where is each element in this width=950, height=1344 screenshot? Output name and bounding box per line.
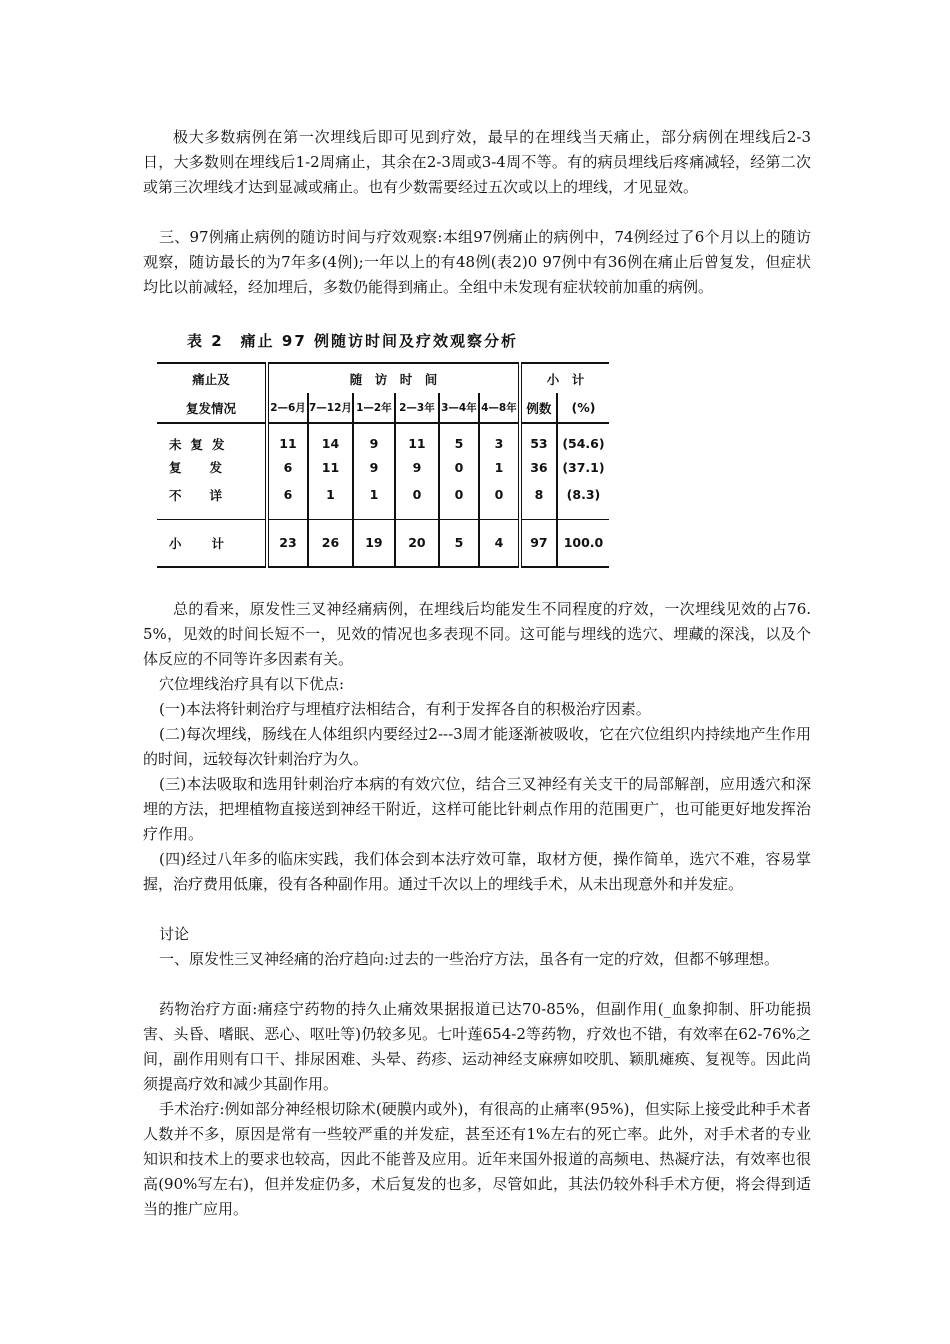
paragraph-treatment-trend: 一、原发性三叉神经痛的治疗趋向:过去的一些治疗方法，虽各有一定的疗效，但都不够理想。 [159, 950, 780, 968]
header-period: 7—12月 [308, 393, 353, 423]
table-cell: 1 [308, 481, 353, 519]
total-cell: 5 [439, 519, 479, 567]
paragraph-follow-up: 三、97例痛止病例的随访时间与疗效观察:本组97例痛止的病例中，74例经过了6个月以上的随访观察，随访最长的为7年多(4例);一年以上的有48例(表2)0 97例中有36例在痛止后曾复发，但症状均比以前减轻，经加埋后，多数仍能得到痛止。全组中未发现有症状较前加重的病例。 [143, 228, 811, 296]
table-title: 表 2 痛止 97 例随访时间及疗效观察分析 [187, 332, 518, 350]
table-cell: 0 [439, 453, 479, 481]
paragraph-drug-therapy: 药物治疗方面:痛痉宁药物的持久止痛效果据报道已达70-85%，但副作用(_血象抑制、肝功能损害、头昏、嗜眠、恶心、呕吐等)仍较多见。七叶莲654-2等药物，疗效也不错，有效率在62-76%之间，副作用则有口干、排尿困难、头晕、药疹、运动神经支麻痹如咬肌、颖肌瘫痪、复视等。因此尚须提高疗效和减少其副作用。 [143, 1000, 811, 1093]
header-period: 3—4年 [439, 393, 479, 423]
table-cell: 0 [395, 481, 439, 519]
total-cell: 97 [520, 519, 557, 567]
paragraph-efficacy-onset: 极大多数病例在第一次埋线后即可见到疗效，最早的在埋线当天痛止，部分病例在埋线后2-3日，大多数则在埋线后1-2周痛止，其余在2-3周或3-4周不等。有的病员埋线后疼痛减轻，经第二次或第三次埋线才达到显减或痛止。也有少数需要经过五次或以上的埋线，才见显效。 [143, 128, 811, 196]
paragraph-advantage-1: (一)本法将针刺治疗与埋植疗法相结合，有利于发挥各自的积极治疗因素。 [159, 700, 651, 718]
header-period: 4—8年 [479, 393, 520, 423]
table-cell: (8.3) [557, 481, 609, 519]
table-cell: 6 [267, 481, 308, 519]
table-cell: (54.6) [557, 423, 609, 453]
header-cases: 例数 [520, 393, 557, 423]
header-status-2: 复发情况 [157, 393, 267, 423]
row-label: 不详 [157, 481, 267, 519]
paragraph-summary: 总的看来，原发性三叉神经痛病例，在埋线后均能发生不同程度的疗效，一次埋线见效的占76. 5%，见效的时间长短不一，见效的情况也多表现不同。这可能与埋线的选穴、埋藏的深浅，以及个体反应的不同等许多因素有关。 [143, 600, 811, 668]
total-row-label: 小计 [157, 519, 267, 567]
header-period: 1—2年 [353, 393, 395, 423]
table-cell: 0 [439, 481, 479, 519]
table-cell: 9 [353, 423, 395, 453]
table-cell: 53 [520, 423, 557, 453]
table-cell: 3 [479, 423, 520, 453]
table-cell: 6 [267, 453, 308, 481]
row-label: 复发 [169, 460, 251, 475]
follow-up-table [157, 362, 609, 568]
total-cell: 23 [267, 519, 308, 567]
total-cell: 20 [395, 519, 439, 567]
paragraph-advantage-2: (二)每次埋线，肠线在人体组织内要经过2---3周才能逐渐被吸收，它在穴位组织内持续地产生作用的时间，远较每次针刺治疗为久。 [143, 725, 811, 768]
row-label: 未复发 [169, 436, 234, 452]
total-cell: 19 [353, 519, 395, 567]
table-cell: 9 [353, 453, 395, 481]
header-subtotal: 小 计 [520, 363, 609, 393]
table-cell: 1 [479, 453, 520, 481]
total-cell: 100.0 [557, 519, 609, 567]
table-cell: 9 [395, 453, 439, 481]
table-cell: 11 [395, 423, 439, 453]
paragraph-advantages-intro: 穴位埋线治疗具有以下优点: [159, 675, 345, 693]
paragraph-surgery: 手术治疗:例如部分神经根切除术(硬膜内或外)，有很高的止痛率(95%)，但实际上接受此种手术者人数并不多，原因是常有一些较严重的并发症，甚至还有1%左右的死亡率。此外，对手术者的专业知识和技术上的要求也较高，因此不能普及应用。近年来国外报道的高频电、热凝疗法，有效率也很高(90%写左右)，但并发症仍多，术后复发的也多，尽管如此，其法仍较外科手术方便，将会得到适当的推广应用。 [143, 1100, 811, 1218]
table-cell: 11 [267, 423, 308, 453]
header-follow-up-time: 随 访 时 间 [267, 363, 520, 393]
paragraph-advantage-3: (三)本法吸取和选用针刺治疗本病的有效穴位，结合三叉神经有关支干的局部解剖，应用透穴和深埋的方法，把埋植物直接送到神经干附近，这样可能比针刺点作用的范围更广，也可能更好地发挥治疗作用。 [143, 775, 811, 843]
table-cell: 14 [308, 423, 353, 453]
table-cell: 0 [479, 481, 520, 519]
header-period: 2—6月 [267, 393, 308, 423]
table-2-figure [157, 330, 609, 566]
header-period: 2—3年 [395, 393, 439, 423]
header-percent: (%) [557, 393, 609, 423]
total-cell: 4 [479, 519, 520, 567]
table-cell: 8 [520, 481, 557, 519]
table-cell: 11 [308, 453, 353, 481]
paragraph-advantage-4: (四)经过八年多的临床实践，我们体会到本法疗效可靠，取材方便，操作简单，选穴不难，容易掌握，治疗费用低廉，役有各种副作用。通过千次以上的埋线手术，从未出现意外和并发症。 [143, 850, 811, 893]
table-cell: 5 [439, 423, 479, 453]
table-cell: (37.1) [557, 453, 609, 481]
heading-discussion: 讨论 [159, 925, 190, 943]
total-cell: 26 [308, 519, 353, 567]
table-cell: 1 [353, 481, 395, 519]
header-status-1: 痛止及 [157, 363, 267, 393]
table-cell: 36 [520, 453, 557, 481]
